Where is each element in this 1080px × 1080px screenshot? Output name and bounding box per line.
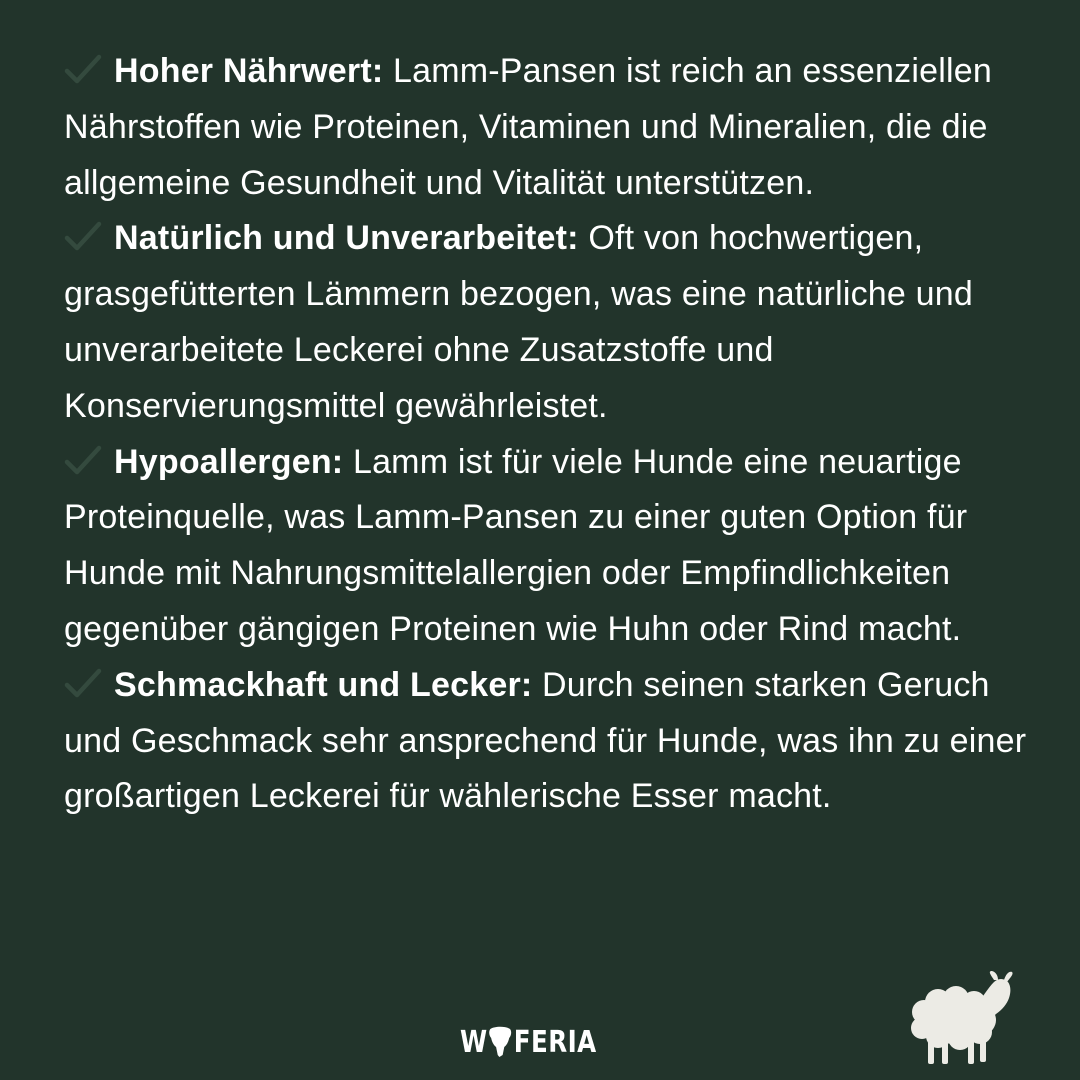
benefit-term: Hoher Nährwert: — [114, 52, 384, 90]
benefit-description: Lamm ist für viele Hunde eine neuartige Proteinquelle, was Lamm-Pansen zu einer guten Option für Hunde mit Nahrungsmittelallergien oder Empfindlichkeiten gegenüber gängigen Proteinen wie Huhn oder Rind macht. — [64, 442, 968, 648]
benefit-term: Hypoallergen: — [114, 442, 344, 481]
benefit-term: Schmackhaft und Lecker: — [114, 665, 533, 704]
check-icon — [64, 443, 102, 477]
logo-letters-feria: FERIA — [513, 1024, 597, 1060]
check-icon — [64, 219, 102, 253]
benefit-term: Natürlich und Unverarbeitet: — [114, 219, 579, 258]
sheep-icon — [908, 968, 1018, 1068]
benefits-list — [64, 44, 1044, 825]
benefit-description: Oft von hochwertigen, grasgefütterten Lämmern bezogen, was eine natürliche und unverarbeitete Leckerei ohne Zusatzstoffe und Konservierungsmittel gewährleistet. — [64, 219, 973, 425]
dog-head-icon — [486, 1025, 514, 1057]
benefit-description: Lamm-Pansen ist reich an essenziellen Nährstoffen wie Proteinen, Vitaminen und Mineralien, die die allgemeine Gesundheit und Vitalität unterstützen. — [64, 52, 992, 202]
benefit-item-schmackhaft — [64, 658, 1044, 825]
benefit-item-naehrwert — [64, 44, 1044, 211]
check-icon — [64, 666, 102, 700]
logo-letter-w: W — [460, 1024, 488, 1060]
check-icon — [64, 52, 102, 86]
benefit-description: Durch seinen starken Geruch und Geschmack sehr ansprechend für Hunde, was ihn zu einer großartigen Leckerei für wählerische Esser macht. — [64, 665, 1027, 816]
benefit-item-hypoallergen — [64, 435, 1044, 658]
benefit-item-natuerlich — [64, 211, 1044, 434]
brand-logo — [460, 1018, 640, 1066]
brand-logo-text — [460, 1025, 597, 1060]
